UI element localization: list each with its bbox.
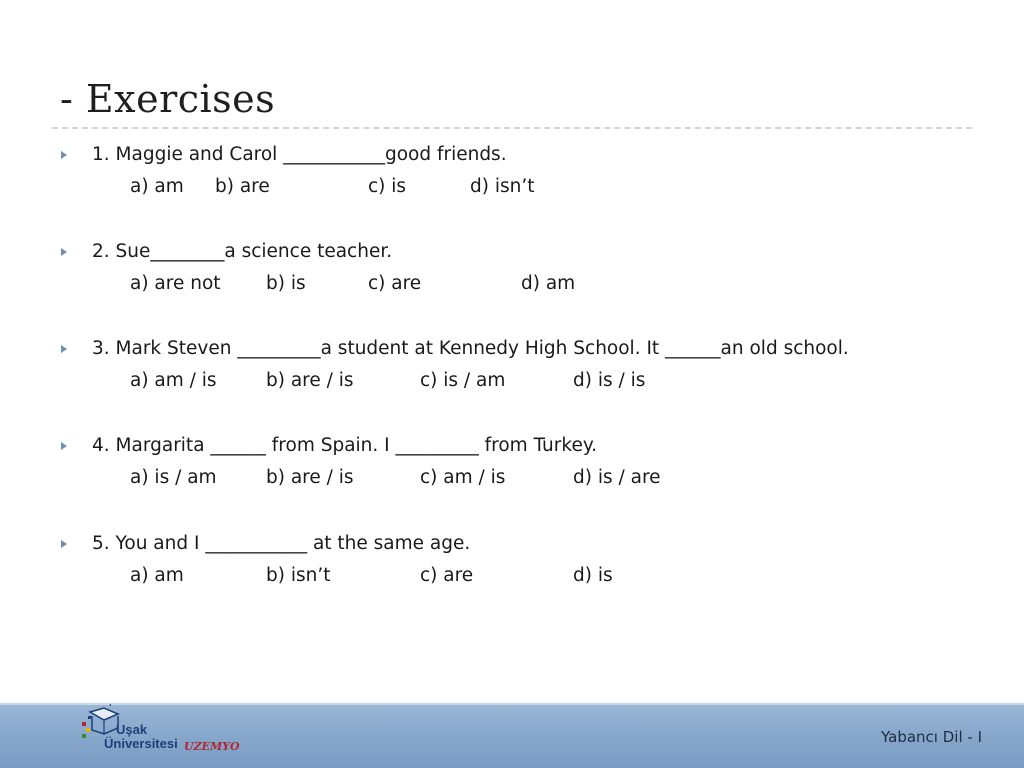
question-1-option-b: b) are	[215, 176, 270, 197]
question-3-option-d: d) is / is	[573, 370, 646, 391]
title-divider	[52, 127, 972, 129]
question-4-option-b: b) are / is	[266, 467, 354, 488]
question-4-option-d: d) is / are	[573, 467, 661, 488]
logo-line2: Üniversitesi	[104, 736, 178, 751]
question-5-option-b: b) isn’t	[266, 565, 331, 586]
slide-title: - Exercises	[60, 77, 276, 121]
bullet-arrow-icon	[61, 151, 67, 159]
question-3-option-c: c) is / am	[420, 370, 506, 391]
logo-line3: UZEMYO	[184, 740, 240, 753]
logo-line1: Uşak	[116, 722, 148, 737]
question-5-option-a: a) am	[130, 565, 184, 586]
question-2-option-d: d) am	[521, 273, 576, 294]
question-3-text: 3. Mark Steven _________a student at Kennedy High School. It ______an old school.	[92, 338, 849, 359]
question-3-option-a: a) am / is	[130, 370, 217, 391]
bullet-arrow-icon	[61, 345, 67, 353]
bullet-arrow-icon	[61, 540, 67, 548]
course-name: Yabancı Dil - I	[881, 728, 982, 746]
question-1-option-a: a) am	[130, 176, 184, 197]
question-2-option-c: c) are	[368, 273, 422, 294]
question-1-option-d: d) isn’t	[470, 176, 535, 197]
question-5-option-d: d) is	[573, 565, 613, 586]
question-2-text: 2. Sue________a science teacher.	[92, 241, 393, 262]
question-1-option-c: c) is	[368, 176, 407, 197]
question-3-option-b: b) are / is	[266, 370, 354, 391]
university-logo	[80, 704, 260, 762]
question-4-option-a: a) is / am	[130, 467, 217, 488]
question-2-option-a: a) are not	[130, 273, 221, 294]
bullet-arrow-icon	[61, 248, 67, 256]
question-5-option-c: c) are	[420, 565, 474, 586]
question-4-option-c: c) am / is	[420, 467, 506, 488]
question-4-text: 4. Margarita ______ from Spain. I _________ from Turkey.	[92, 435, 598, 456]
question-1-text: 1. Maggie and Carol ___________good friends.	[92, 144, 507, 165]
question-2-option-b: b) is	[266, 273, 306, 294]
question-5-text: 5. You and I ___________ at the same age.	[92, 533, 471, 554]
bullet-arrow-icon	[61, 442, 67, 450]
